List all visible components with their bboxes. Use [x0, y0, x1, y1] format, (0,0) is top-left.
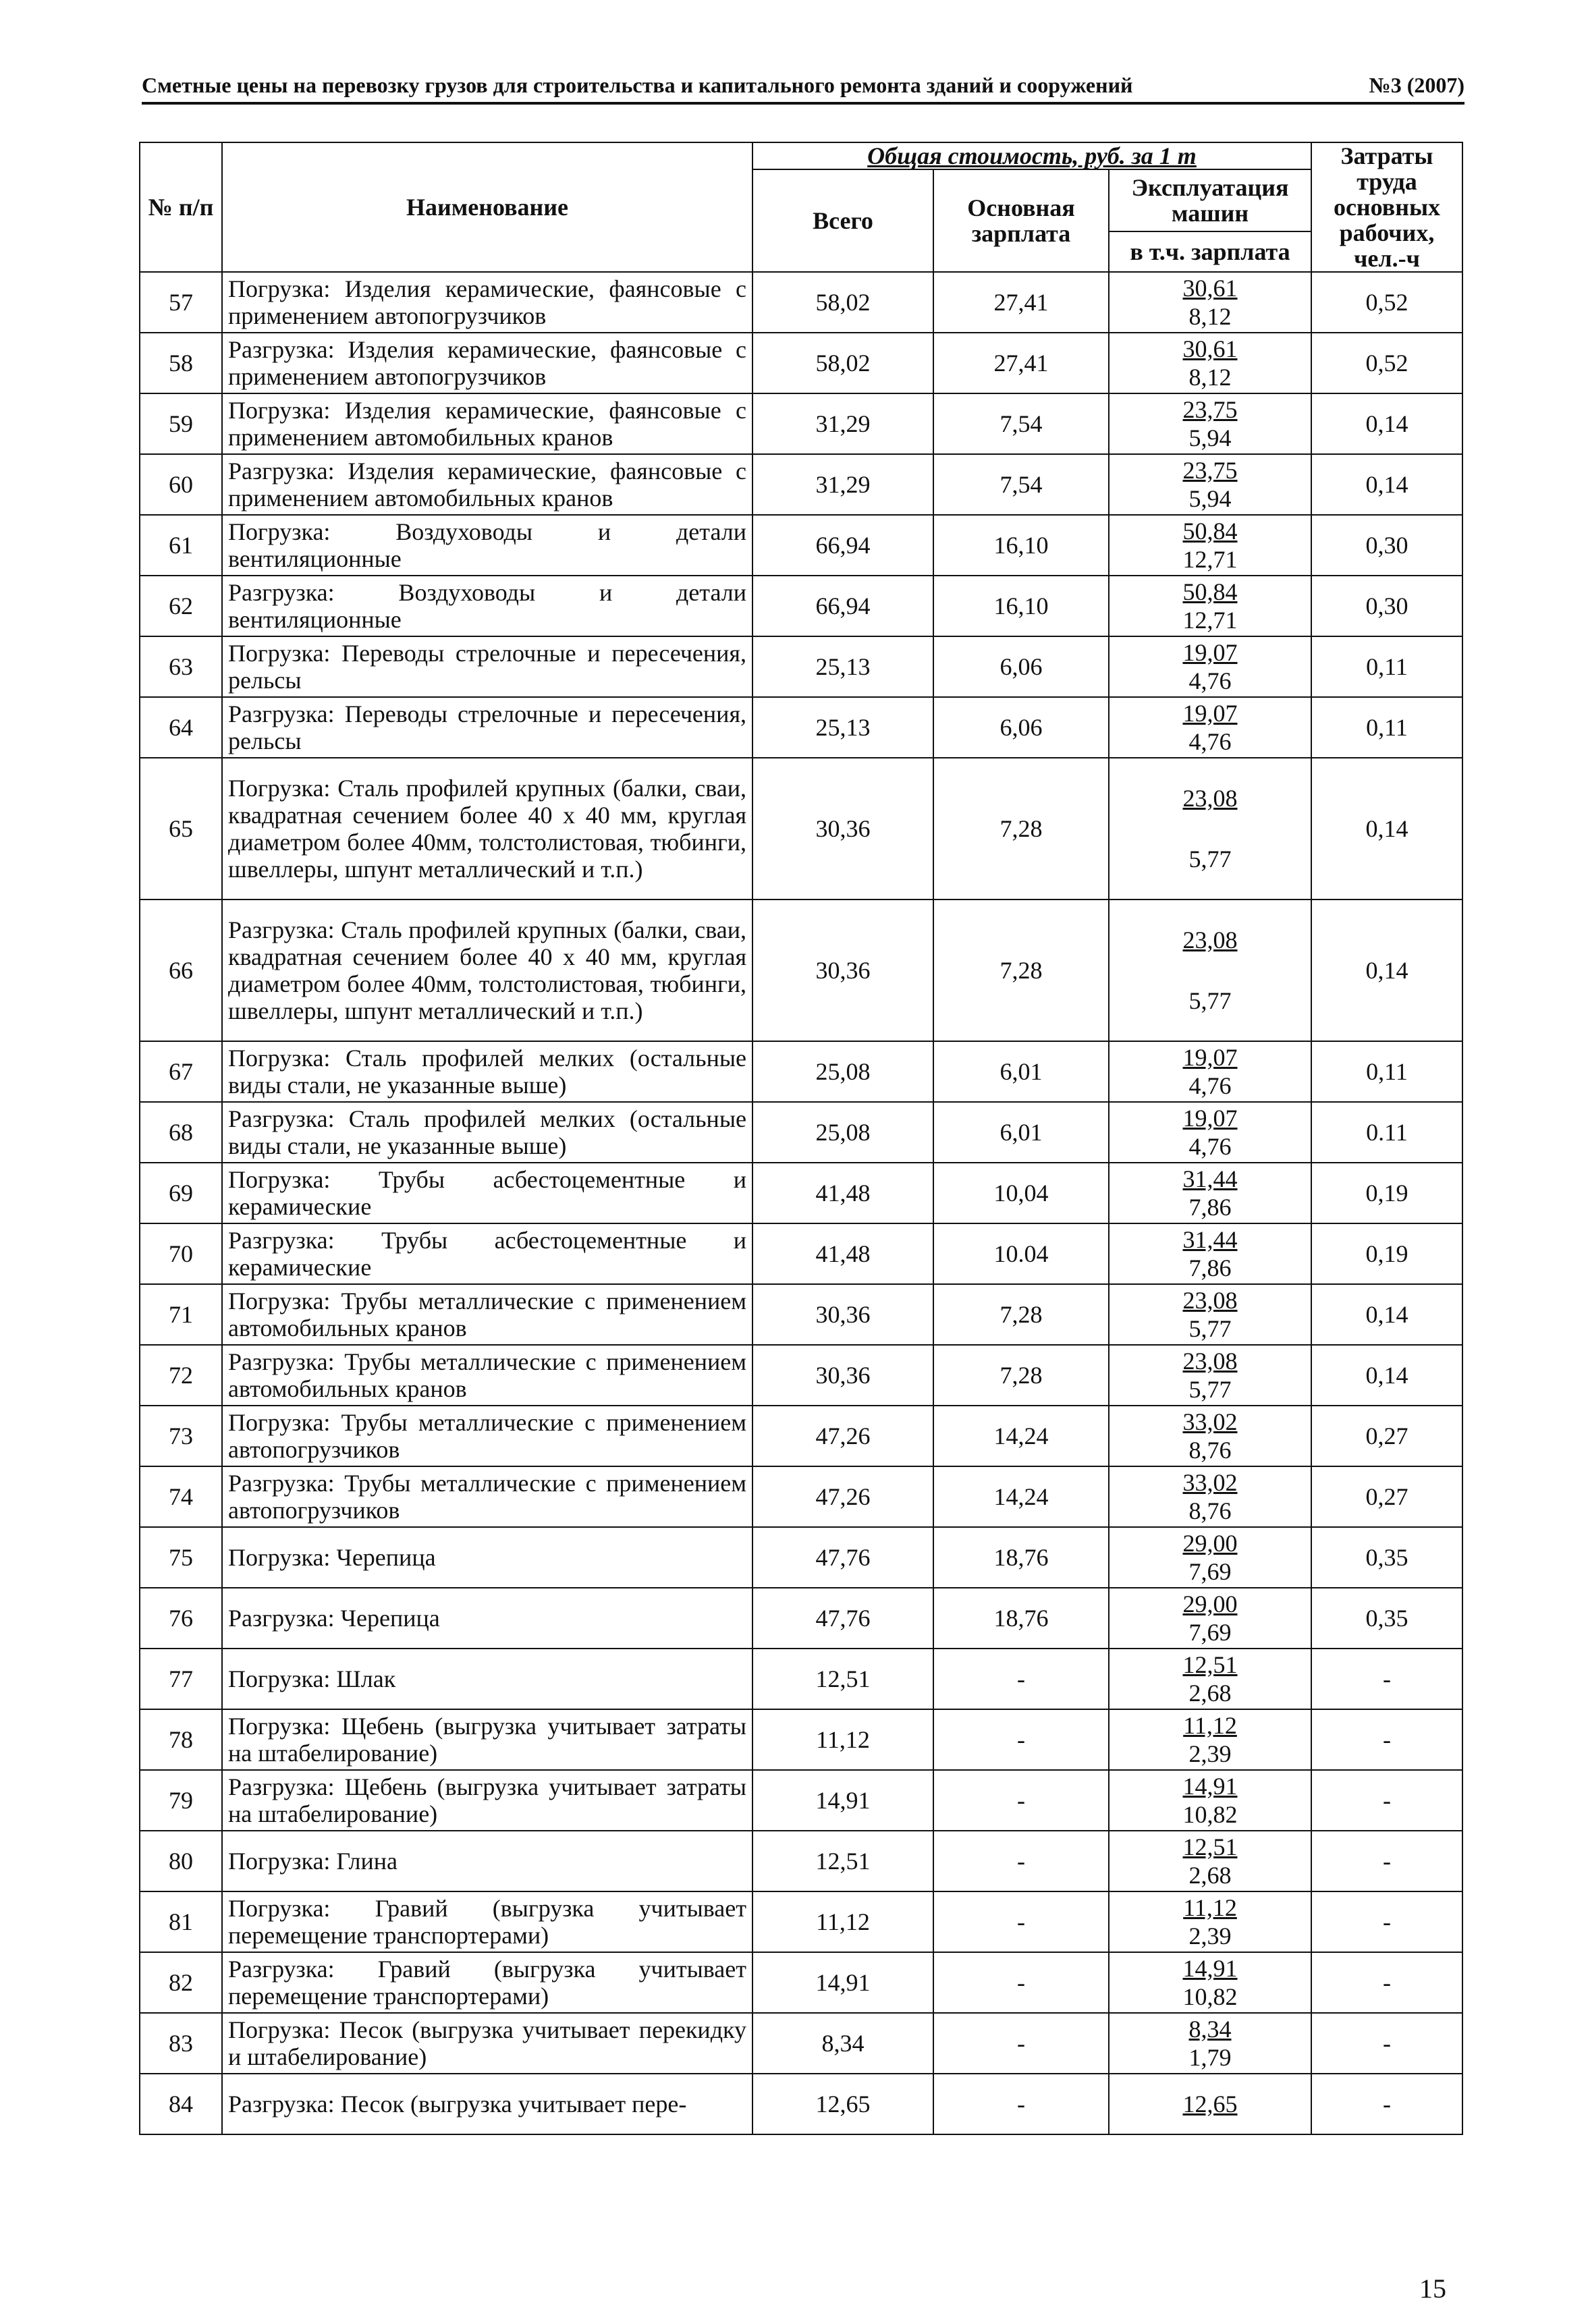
machines-cost: 19,07 [1182, 639, 1238, 666]
row-name: Погрузка: Переводы стрелочные и пересечения, рельсы [222, 636, 752, 697]
row-base-salary: 7,28 [933, 758, 1109, 900]
row-machines [1109, 697, 1311, 758]
row-total: 30,36 [752, 758, 933, 900]
machines-cost: 23,75 [1182, 396, 1238, 423]
machines-cost: 29,00 [1182, 1590, 1238, 1617]
table-row [140, 576, 1462, 636]
row-total: 41,48 [752, 1163, 933, 1223]
row-name: Разгрузка: Изделия керамические, фаянсовые с применением автомобильных кранов [222, 454, 752, 515]
row-name: Разгрузка: Изделия керамические, фаянсовые с применением автопогрузчиков [222, 333, 752, 393]
table-row [140, 758, 1462, 900]
row-labor: 0,14 [1311, 900, 1462, 1041]
machines-salary: 7,69 [1188, 1619, 1232, 1646]
machines-salary: 4,76 [1188, 1072, 1232, 1099]
page-header [142, 73, 1464, 105]
row-total: 30,36 [752, 1284, 933, 1345]
row-base-salary: - [933, 1649, 1109, 1709]
row-labor: 0,14 [1311, 758, 1462, 900]
row-labor: 0,14 [1311, 1345, 1462, 1406]
machines-salary: 7,69 [1188, 1558, 1232, 1585]
row-number: 69 [140, 1163, 222, 1223]
row-machines [1109, 1102, 1311, 1163]
row-number: 73 [140, 1406, 222, 1466]
row-labor: 0,11 [1311, 1041, 1462, 1102]
row-total: 66,94 [752, 576, 933, 636]
row-total: 47,76 [752, 1588, 933, 1649]
row-name: Разгрузка: Песок (выгрузка учитывает пере- [222, 2074, 752, 2134]
row-machines [1109, 1284, 1311, 1345]
row-number: 59 [140, 393, 222, 454]
row-number: 76 [140, 1588, 222, 1649]
machines-cost: 23,08 [1182, 785, 1238, 812]
row-labor: 0.11 [1311, 1102, 1462, 1163]
row-labor: 0,11 [1311, 636, 1462, 697]
table-row [140, 272, 1462, 333]
row-name: Погрузка: Трубы металлические с применением автомобильных кранов [222, 1284, 752, 1345]
row-total: 25,08 [752, 1102, 933, 1163]
machines-cost: 50,84 [1182, 578, 1238, 605]
col-machines-header: Эксплуатация машин [1109, 169, 1311, 231]
row-number: 70 [140, 1223, 222, 1284]
machines-salary: 5,94 [1188, 424, 1232, 451]
row-name: Разгрузка: Трубы металлические с применением автопогрузчиков [222, 1466, 752, 1527]
row-number: 81 [140, 1891, 222, 1952]
row-base-salary: 7,54 [933, 454, 1109, 515]
row-number: 75 [140, 1527, 222, 1588]
row-labor: 0,30 [1311, 576, 1462, 636]
row-machines [1109, 1891, 1311, 1952]
row-labor: - [1311, 1831, 1462, 1891]
machines-cost: 33,02 [1182, 1408, 1238, 1435]
row-number: 79 [140, 1770, 222, 1831]
row-labor: - [1311, 1891, 1462, 1952]
row-total: 66,94 [752, 515, 933, 576]
row-base-salary: 14,24 [933, 1406, 1109, 1466]
row-total: 31,29 [752, 393, 933, 454]
machines-cost: 31,44 [1182, 1165, 1238, 1192]
row-name: Разгрузка: Переводы стрелочные и пересечения, рельсы [222, 697, 752, 758]
row-total: 12,51 [752, 1831, 933, 1891]
machines-cost: 12,65 [1182, 2091, 1238, 2118]
table-row [140, 1284, 1462, 1345]
col-base-salary-header: Основная зарплата [933, 169, 1109, 272]
row-machines [1109, 333, 1311, 393]
row-machines [1109, 758, 1311, 900]
table-row [140, 393, 1462, 454]
row-number: 67 [140, 1041, 222, 1102]
row-total: 11,12 [752, 1709, 933, 1770]
machines-cost: 8,34 [1188, 2016, 1232, 2043]
row-base-salary: 27,41 [933, 333, 1109, 393]
row-number: 74 [140, 1466, 222, 1527]
row-number: 84 [140, 2074, 222, 2134]
machines-salary: 2,68 [1188, 1862, 1232, 1889]
row-number: 57 [140, 272, 222, 333]
row-base-salary: 16,10 [933, 515, 1109, 576]
table-row [140, 697, 1462, 758]
row-number: 65 [140, 758, 222, 900]
row-labor: 0,14 [1311, 1284, 1462, 1345]
machines-cost: 23,08 [1182, 1348, 1238, 1375]
row-base-salary: - [933, 1952, 1109, 2013]
table-row [140, 900, 1462, 1041]
row-name: Погрузка: Сталь профилей крупных (балки, сваи, квадратная сечением более 40 х 40 мм, круглая диаметром более 40мм, толстолистовая, тюбинги, швеллеры, шпунт металлический и т.п.) [222, 758, 752, 900]
row-total: 58,02 [752, 272, 933, 333]
row-labor: - [1311, 1952, 1462, 2013]
row-machines [1109, 1466, 1311, 1527]
row-name: Разгрузка: Гравий (выгрузка учитывает перемещение транспортерами) [222, 1952, 752, 2013]
table-row [140, 1649, 1462, 1709]
row-total: 8,34 [752, 2013, 933, 2074]
row-name: Погрузка: Сталь профилей мелких (остальные виды стали, не указанные выше) [222, 1041, 752, 1102]
machines-salary: 8,76 [1188, 1437, 1232, 1464]
page-number: 15 [1419, 2273, 1446, 2304]
row-number: 82 [140, 1952, 222, 2013]
machines-salary: 5,77 [1188, 846, 1232, 873]
row-labor: - [1311, 1770, 1462, 1831]
row-number: 66 [140, 900, 222, 1041]
row-name: Погрузка: Песок (выгрузка учитывает перекидку и штабелирование) [222, 2013, 752, 2074]
row-total: 41,48 [752, 1223, 933, 1284]
row-name: Разгрузка: Сталь профилей мелких (остальные виды стали, не указанные выше) [222, 1102, 752, 1163]
col-total-cost-header: Общая стоимость, руб. за 1 т [752, 142, 1311, 169]
row-machines [1109, 1163, 1311, 1223]
row-machines [1109, 1223, 1311, 1284]
table-row [140, 1041, 1462, 1102]
machines-salary: 5,77 [1188, 1315, 1232, 1342]
row-labor: 0,35 [1311, 1588, 1462, 1649]
row-machines [1109, 636, 1311, 697]
col-num-header: № п/п [140, 142, 222, 272]
machines-cost: 23,75 [1182, 457, 1238, 484]
row-labor: - [1311, 2074, 1462, 2134]
row-name: Погрузка: Гравий (выгрузка учитывает перемещение транспортерами) [222, 1891, 752, 1952]
table-row [140, 1891, 1462, 1952]
table-row [140, 1770, 1462, 1831]
machines-salary: 4,76 [1188, 728, 1232, 755]
row-total: 14,91 [752, 1952, 933, 2013]
row-labor: 0,14 [1311, 454, 1462, 515]
row-total: 12,51 [752, 1649, 933, 1709]
table-row [140, 1163, 1462, 1223]
row-labor: 0,35 [1311, 1527, 1462, 1588]
machines-salary: 8,12 [1188, 303, 1232, 330]
col-incl-salary-header: в т.ч. зарплата [1109, 231, 1311, 272]
row-number: 60 [140, 454, 222, 515]
row-number: 68 [140, 1102, 222, 1163]
machines-cost: 12,51 [1182, 1651, 1238, 1678]
machines-cost: 19,07 [1182, 1105, 1238, 1132]
table-row [140, 1588, 1462, 1649]
row-labor: - [1311, 1649, 1462, 1709]
row-base-salary: 6,06 [933, 636, 1109, 697]
row-name: Разгрузка: Черепица [222, 1588, 752, 1649]
row-base-salary: 7,28 [933, 1284, 1109, 1345]
table-row [140, 636, 1462, 697]
machines-cost: 23,08 [1182, 926, 1238, 953]
row-total: 47,26 [752, 1466, 933, 1527]
machines-salary: 4,76 [1188, 1133, 1232, 1160]
row-labor: - [1311, 2013, 1462, 2074]
machines-salary: 8,12 [1188, 364, 1232, 391]
row-labor: - [1311, 1709, 1462, 1770]
machines-salary: 8,76 [1188, 1497, 1232, 1524]
row-number: 62 [140, 576, 222, 636]
row-base-salary: - [933, 1770, 1109, 1831]
row-labor: 0,19 [1311, 1163, 1462, 1223]
table-row [140, 1466, 1462, 1527]
machines-salary: 7,86 [1188, 1194, 1232, 1221]
row-labor: 0,52 [1311, 333, 1462, 393]
machines-salary: 10,82 [1182, 1801, 1238, 1828]
row-base-salary: - [933, 1891, 1109, 1952]
row-number: 72 [140, 1345, 222, 1406]
machines-salary: 2,39 [1188, 1922, 1232, 1949]
machines-cost: 30,61 [1182, 275, 1238, 302]
row-number: 58 [140, 333, 222, 393]
row-name: Погрузка: Трубы металлические с применением автопогрузчиков [222, 1406, 752, 1466]
col-all-header: Всего [752, 169, 933, 272]
row-base-salary: 6,06 [933, 697, 1109, 758]
row-machines [1109, 454, 1311, 515]
row-name: Погрузка: Черепица [222, 1527, 752, 1588]
row-total: 47,76 [752, 1527, 933, 1588]
machines-salary: 7,86 [1188, 1254, 1232, 1281]
row-machines [1109, 1709, 1311, 1770]
row-name: Разгрузка: Воздуховоды и детали вентиляционные [222, 576, 752, 636]
row-machines [1109, 1406, 1311, 1466]
row-name: Погрузка: Изделия керамические, фаянсовые с применением автопогрузчиков [222, 272, 752, 333]
row-total: 25,08 [752, 1041, 933, 1102]
row-base-salary: - [933, 2074, 1109, 2134]
row-number: 77 [140, 1649, 222, 1709]
machines-cost: 19,07 [1182, 700, 1238, 727]
row-name: Погрузка: Воздуховоды и детали вентиляционные [222, 515, 752, 576]
header-title: Сметные цены на перевозку грузов для строительства и капитального ремонта зданий и сооружений [142, 73, 1133, 97]
machines-cost: 11,12 [1183, 1894, 1237, 1921]
table-header [140, 142, 1462, 272]
row-machines [1109, 515, 1311, 576]
machines-cost: 31,44 [1182, 1226, 1238, 1253]
row-machines [1109, 272, 1311, 333]
machines-salary: 4,76 [1188, 667, 1232, 694]
machines-salary: 2,68 [1188, 1680, 1232, 1707]
row-number: 78 [140, 1709, 222, 1770]
row-base-salary: 7,54 [933, 393, 1109, 454]
row-labor: 0,11 [1311, 697, 1462, 758]
row-base-salary: 16,10 [933, 576, 1109, 636]
machines-cost: 30,61 [1182, 335, 1238, 362]
row-total: 30,36 [752, 1345, 933, 1406]
machines-cost: 14,91 [1182, 1773, 1238, 1800]
row-number: 64 [140, 697, 222, 758]
row-base-salary: - [933, 1709, 1109, 1770]
row-number: 63 [140, 636, 222, 697]
machines-cost: 14,91 [1182, 1955, 1238, 1982]
row-machines [1109, 393, 1311, 454]
row-labor: 0,52 [1311, 272, 1462, 333]
machines-salary: 5,94 [1188, 485, 1232, 512]
row-machines [1109, 1345, 1311, 1406]
row-labor: 0,30 [1311, 515, 1462, 576]
col-name-header: Наименование [222, 142, 752, 272]
row-base-salary: 18,76 [933, 1588, 1109, 1649]
table-row [140, 1831, 1462, 1891]
table-row [140, 1952, 1462, 2013]
row-machines [1109, 1649, 1311, 1709]
row-name: Погрузка: Шлак [222, 1649, 752, 1709]
row-labor: 0,27 [1311, 1466, 1462, 1527]
row-machines [1109, 1041, 1311, 1102]
row-machines [1109, 1952, 1311, 2013]
row-name: Разгрузка: Щебень (выгрузка учитывает затраты на штабелирование) [222, 1770, 752, 1831]
row-base-salary: - [933, 1831, 1109, 1891]
table-row [140, 454, 1462, 515]
machines-cost: 29,00 [1182, 1530, 1238, 1557]
row-machines [1109, 900, 1311, 1041]
row-name: Погрузка: Глина [222, 1831, 752, 1891]
table-row [140, 1406, 1462, 1466]
machines-salary: 1,79 [1188, 2044, 1232, 2071]
machines-salary: 10,82 [1182, 1983, 1238, 2010]
row-number: 80 [140, 1831, 222, 1891]
table-row [140, 333, 1462, 393]
machines-cost: 23,08 [1182, 1287, 1238, 1314]
price-table [139, 142, 1463, 2135]
row-base-salary: 7,28 [933, 900, 1109, 1041]
table-row [140, 1709, 1462, 1770]
table-row [140, 1223, 1462, 1284]
row-number: 71 [140, 1284, 222, 1345]
machines-cost: 19,07 [1182, 1044, 1238, 1071]
row-base-salary: 18,76 [933, 1527, 1109, 1588]
row-name: Разгрузка: Трубы асбестоцементные и керамические [222, 1223, 752, 1284]
row-total: 14,91 [752, 1770, 933, 1831]
machines-cost: 50,84 [1182, 518, 1238, 545]
row-base-salary: 27,41 [933, 272, 1109, 333]
row-labor: 0,14 [1311, 393, 1462, 454]
table-row [140, 1102, 1462, 1163]
row-number: 83 [140, 2013, 222, 2074]
row-labor: 0,19 [1311, 1223, 1462, 1284]
table-row [140, 2074, 1462, 2134]
machines-cost: 11,12 [1183, 1712, 1237, 1739]
row-base-salary: 6,01 [933, 1102, 1109, 1163]
row-total: 31,29 [752, 454, 933, 515]
row-total: 11,12 [752, 1891, 933, 1952]
machines-cost: 33,02 [1182, 1469, 1238, 1496]
table-row [140, 1527, 1462, 1588]
header-issue: №3 (2007) [1369, 73, 1464, 97]
table-row [140, 2013, 1462, 2074]
machines-salary: 12,71 [1182, 546, 1238, 573]
row-machines [1109, 1831, 1311, 1891]
machines-salary: 5,77 [1188, 987, 1232, 1014]
row-machines [1109, 576, 1311, 636]
row-total: 30,36 [752, 900, 933, 1041]
row-machines [1109, 1770, 1311, 1831]
row-base-salary: 10,04 [933, 1163, 1109, 1223]
col-labor-header: Затраты труда основных рабочих, чел.-ч [1311, 142, 1462, 272]
machines-salary: 2,39 [1188, 1740, 1232, 1767]
row-base-salary: 10.04 [933, 1223, 1109, 1284]
row-name: Погрузка: Трубы асбестоцементные и керамические [222, 1163, 752, 1223]
row-name: Разгрузка: Трубы металлические с применением автомобильных кранов [222, 1345, 752, 1406]
machines-salary: 5,77 [1188, 1376, 1232, 1403]
row-name: Погрузка: Изделия керамические, фаянсовые с применением автомобильных кранов [222, 393, 752, 454]
row-total: 58,02 [752, 333, 933, 393]
row-total: 47,26 [752, 1406, 933, 1466]
row-base-salary: 14,24 [933, 1466, 1109, 1527]
row-machines [1109, 2074, 1311, 2134]
row-base-salary: - [933, 2013, 1109, 2074]
row-total: 25,13 [752, 697, 933, 758]
row-base-salary: 6,01 [933, 1041, 1109, 1102]
row-base-salary: 7,28 [933, 1345, 1109, 1406]
machines-salary: 12,71 [1182, 607, 1238, 634]
machines-cost: 12,51 [1182, 1833, 1238, 1860]
table-body [140, 272, 1462, 2134]
row-name: Погрузка: Щебень (выгрузка учитывает затраты на штабелирование) [222, 1709, 752, 1770]
row-number: 61 [140, 515, 222, 576]
row-name: Разгрузка: Сталь профилей крупных (балки, сваи, квадратная сечением более 40 х 40 мм, круглая диаметром более 40мм, толстолистовая, тюбинги, швеллеры, шпунт металлический и т.п.) [222, 900, 752, 1041]
row-labor: 0,27 [1311, 1406, 1462, 1466]
table-row [140, 1345, 1462, 1406]
row-machines [1109, 1527, 1311, 1588]
row-total: 25,13 [752, 636, 933, 697]
row-machines [1109, 2013, 1311, 2074]
table-row [140, 515, 1462, 576]
row-machines [1109, 1588, 1311, 1649]
row-total: 12,65 [752, 2074, 933, 2134]
